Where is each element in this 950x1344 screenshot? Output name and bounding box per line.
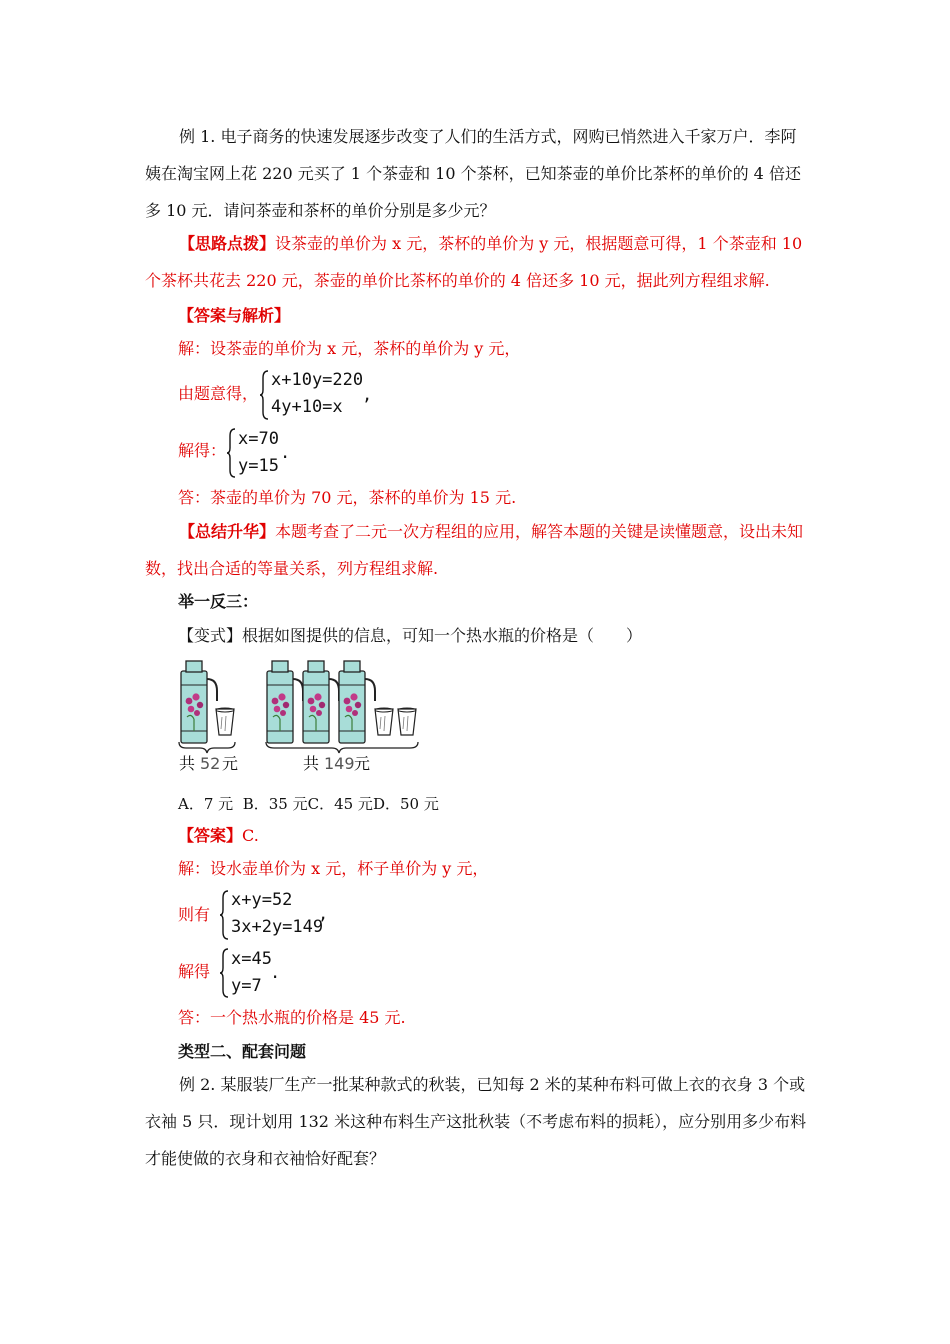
solution-x: x=70 [238, 429, 279, 449]
answer-label: 【答案与解析】 [178, 306, 291, 325]
variant-label: 【变式】 [178, 626, 243, 645]
thermos-bottle-icon [181, 661, 217, 743]
cup-icon [398, 708, 416, 735]
brace-icon [226, 428, 236, 478]
option-c: C．45 元 [307, 795, 373, 813]
solution-end: . [280, 443, 291, 463]
variant-answer-value: C. [242, 826, 259, 845]
variant-solution-intro: 解：设水壶单价为 x 元，杯子单价为 y 元， [178, 859, 489, 878]
variant-question [178, 625, 642, 647]
setup-label: 由题意得， [178, 384, 259, 403]
right-group-brace [266, 742, 418, 753]
type2-heading: 类型二、配套问题 [178, 1042, 307, 1061]
left-total-unit: 元 [222, 754, 239, 773]
equation-1: x+10y=220 [271, 370, 364, 390]
option-a: A．7 元 [178, 795, 234, 813]
variant-answer-label: 【答案】 [178, 826, 243, 845]
variant-solve-label: 解得 [178, 962, 211, 981]
summary-text: 本题考查了二元一次方程组的应用，解答本题的关键是读懂题意，设出未知数，找出合适的等量关系，列方程组求解. [145, 522, 804, 578]
summary-label: 【总结升华】 [179, 522, 276, 541]
variant-equation-1: x+y=52 [231, 890, 293, 910]
solution-y: y=15 [238, 456, 279, 476]
example1-solution-intro: 解：设茶壶的单价为 x 元，茶杯的单价为 y 元， [178, 339, 521, 358]
hint-label: 【思路点拨】 [179, 234, 276, 253]
option-d: D．50 元 [372, 795, 439, 813]
cup-icon [375, 708, 393, 735]
example1-hint [145, 225, 810, 299]
thermos-bottle-icon [339, 661, 375, 743]
right-total-prefix: 共 [303, 754, 320, 773]
example1-problem: 例 1. 电子商务的快速发展逐步改变了人们的生活方式，网购已悄然进入千家万户．李阿姨在淘宝网上花 220 元买了 1 个茶壶和 10 个茶杯，已知茶壶的单价比茶杯的单价的 4 倍还多 10 元．请问茶壶和茶杯的单价分别是多少元？ [145, 127, 801, 220]
thermos-figure [172, 652, 432, 774]
equation-end: , [362, 385, 373, 405]
cup-icon [216, 708, 234, 735]
example1-summary [145, 513, 810, 587]
option-b: B．35 元 [242, 795, 308, 813]
variant-solution-y: y=7 [231, 976, 262, 996]
brace-icon [219, 890, 229, 940]
hint-text: 设茶壶的单价为 x 元，茶杯的单价为 y 元，根据题意可得，1 个茶壶和 10 个茶杯共花去 220 元，茶壶的单价比茶杯的单价的 4 倍还多 10 元，据此列方程组求解. [145, 234, 803, 290]
thermos-bottle-icon [267, 661, 303, 743]
example2-problem: 例 2. 某服装厂生产一批某种款式的秋装，已知每 2 米的某种布料可做上衣的衣身 3 个或衣袖 5 只．现计划用 132 米这种布料生产这批秋装（不考虑布料的损耗），应分别用多少布料才能使做的衣身和衣袖恰好配套？ [145, 1075, 807, 1168]
variant-heading: 举一反三： [178, 592, 259, 611]
left-total-prefix: 共 [179, 754, 196, 773]
example1-final-answer: 答：茶壶的单价为 70 元，茶杯的单价为 15 元. [178, 488, 517, 507]
variant-final-answer: 答：一个热水瓶的价格是 45 元. [178, 1008, 406, 1027]
answer-options [178, 793, 439, 814]
brace-icon [259, 370, 269, 420]
left-group-brace [179, 742, 235, 753]
solve-label: 解得： [178, 441, 227, 460]
variant-equation-2: 3x+2y=149 [231, 917, 324, 937]
variant-answer [178, 825, 259, 847]
right-total-value: 149 [324, 754, 355, 773]
thermos-bottle-icon [303, 661, 339, 743]
left-total-value: 52 [200, 754, 221, 773]
variant-equation-end: , [318, 904, 329, 924]
variant-solution-x: x=45 [231, 949, 272, 969]
right-total-unit: 元 [354, 754, 371, 773]
variant-solution-end: . [270, 963, 281, 983]
equation-2: 4y+10=x [271, 397, 343, 417]
brace-icon [219, 948, 229, 998]
variant-setup-label: 则有 [178, 905, 211, 924]
variant-question-text: 根据如图提供的信息，可知一个热水瓶的价格是（ ） [242, 626, 643, 645]
